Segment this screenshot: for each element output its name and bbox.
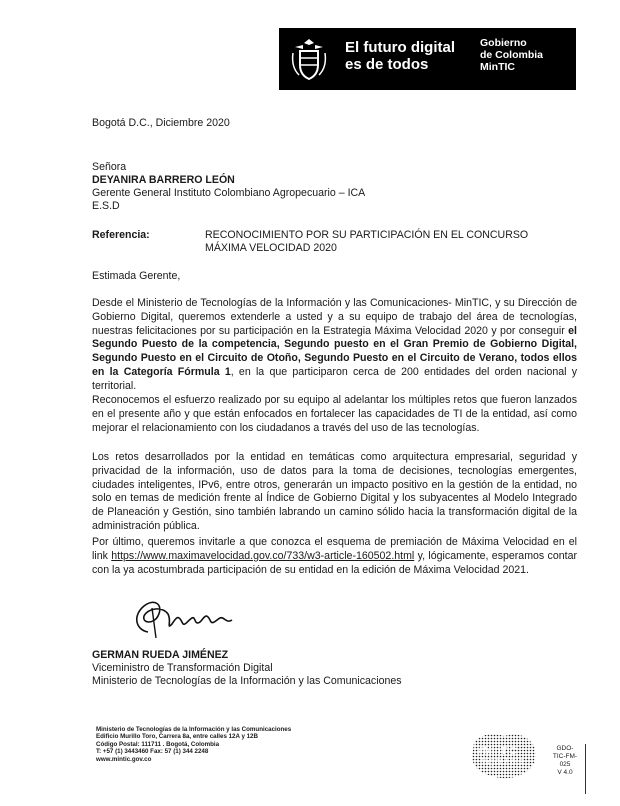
reference-label: Referencia:: [92, 229, 150, 241]
paragraph-2: Reconocemos el esfuerzo realizado por su equipo al adelantar los múltiples retos que fueron lanzados en el presente año y que están enfocados en fortalecer las capacidades de TI de la entidad, así como mejorar el relacionamiento con los ciudadanos a través del uso de las tecnologías.: [92, 394, 577, 434]
footer-divider: [585, 744, 586, 794]
paragraph-4: [92, 536, 577, 577]
reference-line2: MÁXIMA VELOCIDAD 2020: [205, 242, 337, 254]
footer-line1: Ministerio de Tecnologías de la Información y las Comunicaciones: [96, 726, 292, 733]
p1-bold: el Segundo Puesto de la competencia, Segundo puesto en el Gran Premio de Gobierno Digital, Segundo Puesto en el Circuito de Otoño, Segundo Puesto en el Circuito de Verano, todos ellos en la Categoría Fórmula 1: [92, 324, 577, 378]
motto-line1: El futuro digital: [345, 39, 455, 56]
signer-title-2: Ministerio de Tecnologías de la Información y las Comunicaciones: [92, 675, 402, 687]
salutation-title: Señora: [92, 161, 127, 173]
signer-title-1: Viceministro de Transformación Digital: [92, 662, 273, 674]
p4-end: y, lógicamente, esperamos contar con la ya acostumbrada participación de su entidad en la edición de Máxima Velocidad 2021.: [92, 549, 577, 576]
footer-line3: Código Postal: 111711 . Bogotá, Colombia: [96, 740, 220, 748]
p1-end: , en la que participaron cerca de 200 entidades del orden nacional y territorial.: [92, 365, 577, 392]
signer-name: GERMAN RUEDA JIMÉNEZ: [92, 649, 229, 661]
recipient-name: DEYANIRA BARRERO LEÓN: [92, 174, 235, 186]
place-date: Bogotá D.C., Diciembre 2020: [92, 117, 230, 129]
logo-text-2: Mejor País: [480, 756, 524, 766]
code-line3: 025: [559, 761, 571, 768]
p4-start: Por último, queremos invitarle a que conozca el esquema de premiación de Máxima Velocidad en el link: [92, 536, 577, 562]
recipient-position: Gerente General Instituto Colombiano Agropecuario – ICA: [92, 187, 366, 199]
paragraph-3: Los retos desarrollados por la entidad en temáticas como arquitectura empresarial, seguridad y privacidad de la información, uso de datos para la toma de decisiones, tecnologías emergentes, ciudades inteligentes, IPv6, entre otros, generarán un impacto positivo en la gestión de la entidad, no solo en temas de medición frente al Índice de Gobierno Digital y los subyacentes al Modelo Integrado de Planeación y Gestión, sino también labrando un camino sólido hacia la transformación digital de la administración pública.: [92, 451, 577, 532]
header-motto: [345, 39, 455, 73]
paragraph-1: [92, 297, 577, 394]
gov-line3: MinTIC: [480, 61, 515, 73]
footer-line4: T: +57 (1) 3443460 Fax: 57 (1) 344 2248: [96, 748, 209, 756]
gov-line1: Gobierno: [480, 37, 527, 49]
footer-line5: www.mintic.gov.co: [96, 755, 152, 763]
code-line4: V 4.0: [557, 769, 573, 776]
mintic-mejor-pais-logo: [466, 728, 542, 784]
gov-line2: de Colombia: [480, 49, 544, 61]
handwritten-signature: [128, 594, 238, 644]
logo-text-1: #MinTIC: [478, 746, 517, 757]
colombia-coat-of-arms-icon: [285, 33, 333, 85]
document-code: [550, 745, 580, 777]
footer-line2: Edificio Murillo Toro, Carrera 8a, entre calles 12A y 12B: [96, 733, 258, 741]
greeting: Estimada Gerente,: [92, 270, 181, 282]
motto-line2: es de todos: [345, 56, 429, 73]
code-line1: GDO-: [556, 745, 574, 752]
code-line2: TIC-FM-: [552, 753, 578, 760]
recipient-city: E.S.D: [92, 200, 120, 212]
header-government: [480, 37, 543, 73]
footer-address: [96, 726, 291, 763]
p1-text: Desde el Ministerio de Tecnologías de la Información y las Comunicaciones- MinTIC, y su Dirección de Gobierno Digital, queremos extenderle a usted y a su equipo de trabajo del área de tecnologías, nuestras felicitaciones por su participación en la Estrategia Máxima Velocidad 2020 y por conseguir: [92, 297, 577, 337]
reference-line1: RECONOCIMIENTO POR SU PARTICIPACIÓN EN EL CONCURSO: [205, 229, 529, 241]
award-scheme-link[interactable]: https://www.maximavelocidad.gov.co/733/w3-article-160502.html: [111, 549, 415, 562]
